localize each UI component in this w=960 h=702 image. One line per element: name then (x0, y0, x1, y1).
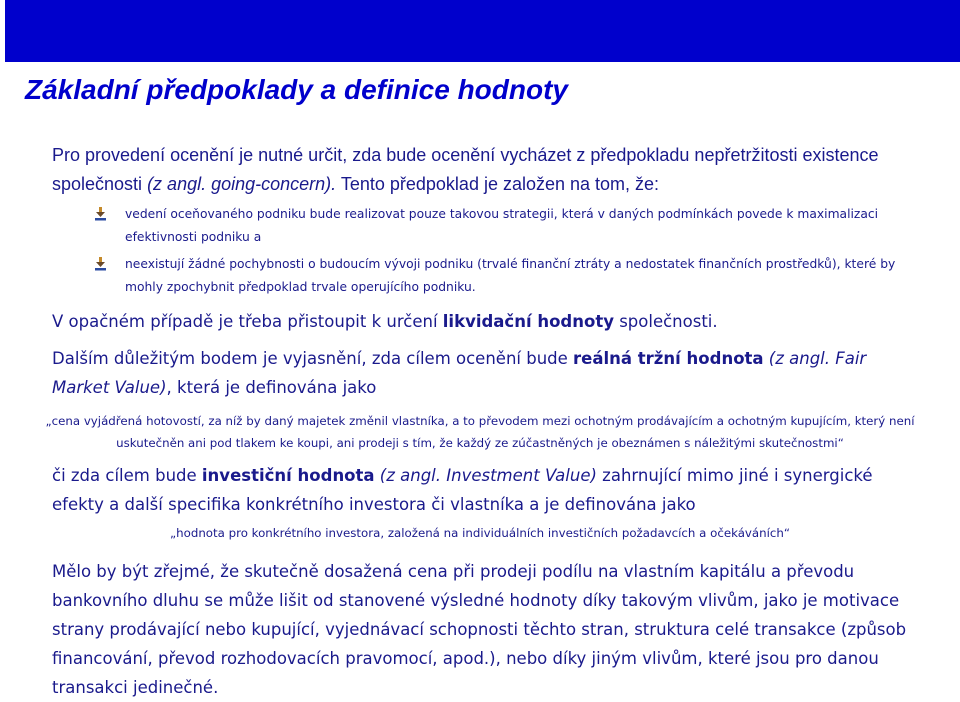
market-text: Dalším důležitým bodem je vyjasnění, zda cílem ocenění bude (52, 349, 574, 368)
market-text-end: , která je definována jako (166, 378, 377, 397)
bullet-item (95, 253, 905, 299)
intro-text-end: Tento předpoklad je založen na tom, že: (336, 174, 660, 194)
intro-text: Pro provedení ocenění je nutné určit, zda bude ocenění vycházet z předpokladu nepřetržitosti existence společnosti (52, 145, 879, 194)
investment-value-term: investiční hodnota (201, 466, 375, 485)
investment-value-paragraph (52, 461, 922, 519)
download-arrow-icon (95, 203, 125, 249)
bullet-text: vedení oceňovaného podniku bude realizovat pouze takovou strategii, která v daných podmínkách povede k maximalizaci efektivnosti podniku a (125, 207, 879, 244)
market-value-english: (z angl. Fair Market Value) (52, 349, 867, 397)
market-value-paragraph (52, 344, 922, 402)
market-value-term: reálná tržní hodnota (573, 349, 764, 368)
download-arrow-icon (95, 253, 125, 299)
invest-text: či zda cílem bude (52, 466, 202, 485)
intro-going-concern: (z angl. going-concern). (147, 174, 337, 194)
bullet-text: neexistují žádné pochybnosti o budoucím vývoji podniku (trvalé finanční ztráty a nedostatek finančních prostředků), které by mohly zpochybnit předpoklad trvale operujícího podniku. (125, 257, 896, 294)
closing-paragraph: Mělo by být zřejmé, že skutečně dosažená cena při prodeji podílu na vlastním kapitálu a převodu bankovního dluhu se může lišit od stanovené výsledné hodnoty díky takovým vlivům, jako je motivace strany prodávající nebo kupující, vyjednávací schopnosti těchto stran, struktura celé transakce (způsob financování, převod rozhodovacích pravomocí, apod.), nebo díky jiným vlivům, které jsou pro danou transakci jedinečné. (52, 562, 907, 697)
investment-value-definition: „hodnota pro konkrétního investora, založená na individuálních investičních požadavcích a očekáváních“ (170, 526, 790, 540)
liquidation-value-term: likvidační hodnoty (442, 312, 614, 331)
bullet-item (95, 203, 905, 249)
opposite-paragraph (52, 307, 718, 336)
investment-value-english: (z angl. Investment Value) (374, 466, 597, 485)
intro-paragraph (52, 141, 932, 199)
market-value-definition: „cena vyjádřená hotovostí, za níž by daný majetek změnil vlastníka, a to převodem mezi ochotným prodávajícím a ochotným kupujícím, který není uskutečněn ani pod tlakem ke koupi, ani prodeji s tím, že každý ze zúčastněných je obeznámen s náležitými skutečnostmi“ (45, 414, 915, 450)
opposite-text: V opačném případě je třeba přistoupit k určení (52, 312, 443, 331)
header-bar (5, 0, 960, 62)
invest-text-end: zahrnující mimo jiné i synergické efekty a další specifika konkrétního investora či vlastníka a je definována jako (52, 466, 873, 514)
opposite-text-end: společnosti. (613, 312, 718, 331)
page-title: Základní předpoklady a definice hodnoty (25, 74, 568, 105)
